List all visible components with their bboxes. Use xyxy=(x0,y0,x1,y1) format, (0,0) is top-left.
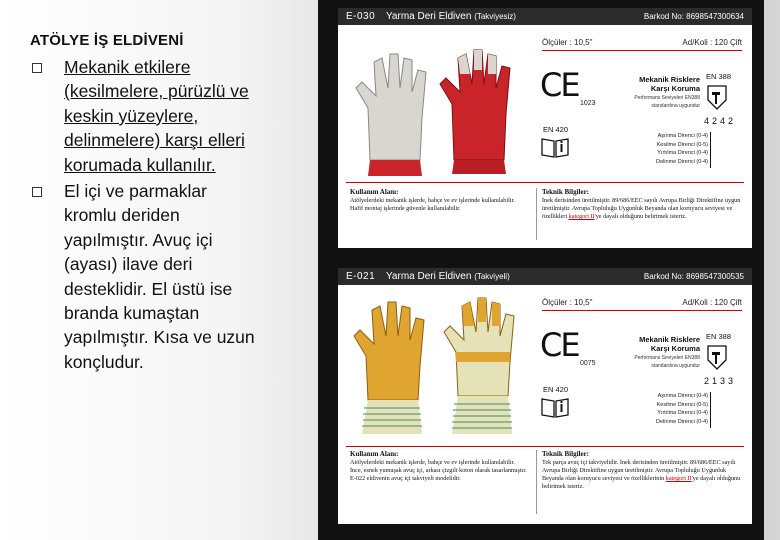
tech-section xyxy=(542,450,742,491)
bullet-text: El içi ve parmaklar kromlu deriden yapılmıştır. Avuç içi (ayası) ilave deri desteklidir. El üstü ise branda kumaştan yapılmıştır. Kısa ve uzun konçludur. xyxy=(64,181,255,372)
property-item: Yırtılma Direnci (0-4) xyxy=(657,410,708,416)
en420-label: EN 420 xyxy=(543,125,569,134)
tech-text: Tek parça avuç içi takviyelidir. İnek derisinden üretilmiştir. 89/686/EEC sayılı Avrupa Birliği Direktifine uygun üretilmiştir. Avrupa Topluluğu Uygunluk Beyanda olan koruyucu seviyesi ve özelliklerinin xyxy=(542,459,736,482)
product-name-text: Yarma Deri Eldiven xyxy=(386,11,472,22)
bullet-text: Mekanik etkilere (kesilmelere, pürüzlü ve keskin yüzeylere, delinmelere) karşı elleri korumada kullanılır. xyxy=(64,57,249,175)
usage-section xyxy=(350,450,528,483)
ce-mark-icon: CE xyxy=(540,326,579,364)
usage-text: Atölyelerdeki mekanik işlerde, bahçe ve ev işlerinde kullanılabilir. İnce, esnek yumuşak avuç içi, arkası çizgili koton olarak tasarlanmıştır. E-022 eldivenin avuç içi takviyeli modelidir. xyxy=(350,459,527,482)
mr-sub2: standardına uygundur xyxy=(651,363,700,369)
glove-image-icon xyxy=(344,290,532,440)
mechanical-risk-block xyxy=(630,76,700,110)
tech-title: Teknik Bilgiler: xyxy=(542,188,590,196)
divider xyxy=(542,50,742,51)
product-header xyxy=(338,8,752,25)
vertical-divider xyxy=(536,450,537,514)
usage-title: Kullanım Alanı: xyxy=(350,188,399,196)
property-list xyxy=(640,392,708,426)
bullet-item xyxy=(30,179,260,374)
property-item: Delinme Direnci (0-4) xyxy=(656,158,708,165)
property-item: Aşınma Direnci (0-4) xyxy=(657,393,708,399)
usage-title: Kullanım Alanı: xyxy=(350,450,399,458)
hammer-shield-icon xyxy=(706,84,728,110)
ce-notified-body: 0075 xyxy=(580,360,596,367)
vertical-divider xyxy=(536,188,537,240)
glove-image-icon xyxy=(344,44,532,176)
divider xyxy=(346,182,744,183)
quantity-label: Ad/Koli : 120 Çift xyxy=(682,298,742,307)
mr-title: Mekanik Risklere xyxy=(639,335,700,344)
bullet-box-icon xyxy=(32,187,42,197)
usage-section xyxy=(350,188,528,213)
rating-bracket xyxy=(710,392,735,428)
usage-text: Atölyelerdeki mekanik işlerde, bahçe ve ev işlerinde kullanılabilir. Hafif montaj işlerinde güvenle kullanılabilir. xyxy=(350,197,515,212)
info-manual-icon xyxy=(541,396,569,418)
en420-label: EN 420 xyxy=(543,385,569,394)
en388-label: EN 388 xyxy=(706,332,732,341)
text-column xyxy=(30,32,260,374)
barcode-number: Barkod No: 8698547300535 xyxy=(643,272,744,281)
divider xyxy=(346,446,744,447)
mr-title: Mekanik Risklere xyxy=(639,75,700,84)
bullet-box-icon xyxy=(32,63,42,73)
mr-title2: Karşı Koruma xyxy=(650,84,700,93)
barcode-number: Barkod No: 8698547300634 xyxy=(643,12,744,21)
product-header xyxy=(338,268,752,285)
info-manual-icon xyxy=(541,136,569,158)
tech-category-link[interactable]: kategori II xyxy=(568,213,595,220)
tech-category-link[interactable]: kategori II xyxy=(665,475,692,482)
quantity-label: Ad/Koli : 120 Çift xyxy=(682,38,742,47)
mr-sub2: standardına uygundur xyxy=(651,103,700,109)
product-card-e021 xyxy=(338,268,752,524)
tech-text-end: 'ye dayalı olduğunu belirtmek isteriz. xyxy=(594,213,687,220)
property-item: Kesilme Direnci (0-5) xyxy=(656,141,708,148)
property-item: Aşınma Direnci (0-4) xyxy=(657,133,708,139)
property-item: Yırtılma Direnci (0-4) xyxy=(657,150,708,156)
rating-bracket xyxy=(710,132,735,168)
tech-text: İnek derisinden üretilmiştir. 89/686/EEC sayılı Avrupa Birliği Direktifine uygun üretilmiştir. Avrupa Topluluğu Uygunluk Beyanda olan koruyucu seviyesi ve özellikleri xyxy=(542,197,741,220)
product-code: E-030 xyxy=(346,11,376,22)
product-kind: (Takviyesiz) xyxy=(474,12,516,21)
mr-sub: Performans Seviyeleri EN388 xyxy=(634,95,700,101)
property-item: Kesilme Direnci (0-5) xyxy=(656,401,708,408)
ce-notified-body: 1023 xyxy=(580,100,596,107)
divider xyxy=(542,310,742,311)
hammer-shield-icon xyxy=(706,344,728,370)
size-label: Ölçüler : 10,5" xyxy=(542,38,593,47)
slide-title: ATÖLYE İŞ ELDİVENİ xyxy=(30,32,184,49)
tech-title: Teknik Bilgiler: xyxy=(542,450,590,458)
property-item: Delinme Direnci (0-4) xyxy=(656,418,708,425)
property-list xyxy=(640,132,708,166)
product-name-text: Yarma Deri Eldiven xyxy=(386,271,472,282)
en388-rating: 2133 xyxy=(704,376,737,386)
tech-text-end: 'ye dayalı olduğunu belirtmek isteriz. xyxy=(542,475,741,490)
tech-section xyxy=(542,188,742,221)
en388-label: EN 388 xyxy=(706,72,732,81)
product-card-e030 xyxy=(338,8,752,248)
bullet-item xyxy=(30,55,260,177)
ce-mark-icon: CE xyxy=(540,66,579,104)
product-code: E-021 xyxy=(346,271,376,282)
en388-rating: 4242 xyxy=(704,116,737,126)
mr-title2: Karşı Koruma xyxy=(650,344,700,353)
product-kind: (Takviyeli) xyxy=(474,272,510,281)
mr-sub: Performans Seviyeleri EN388 xyxy=(634,355,700,361)
mechanical-risk-block xyxy=(630,336,700,370)
size-label: Ölçüler : 10,5" xyxy=(542,298,593,307)
product-name xyxy=(386,271,510,282)
product-name xyxy=(386,11,516,22)
